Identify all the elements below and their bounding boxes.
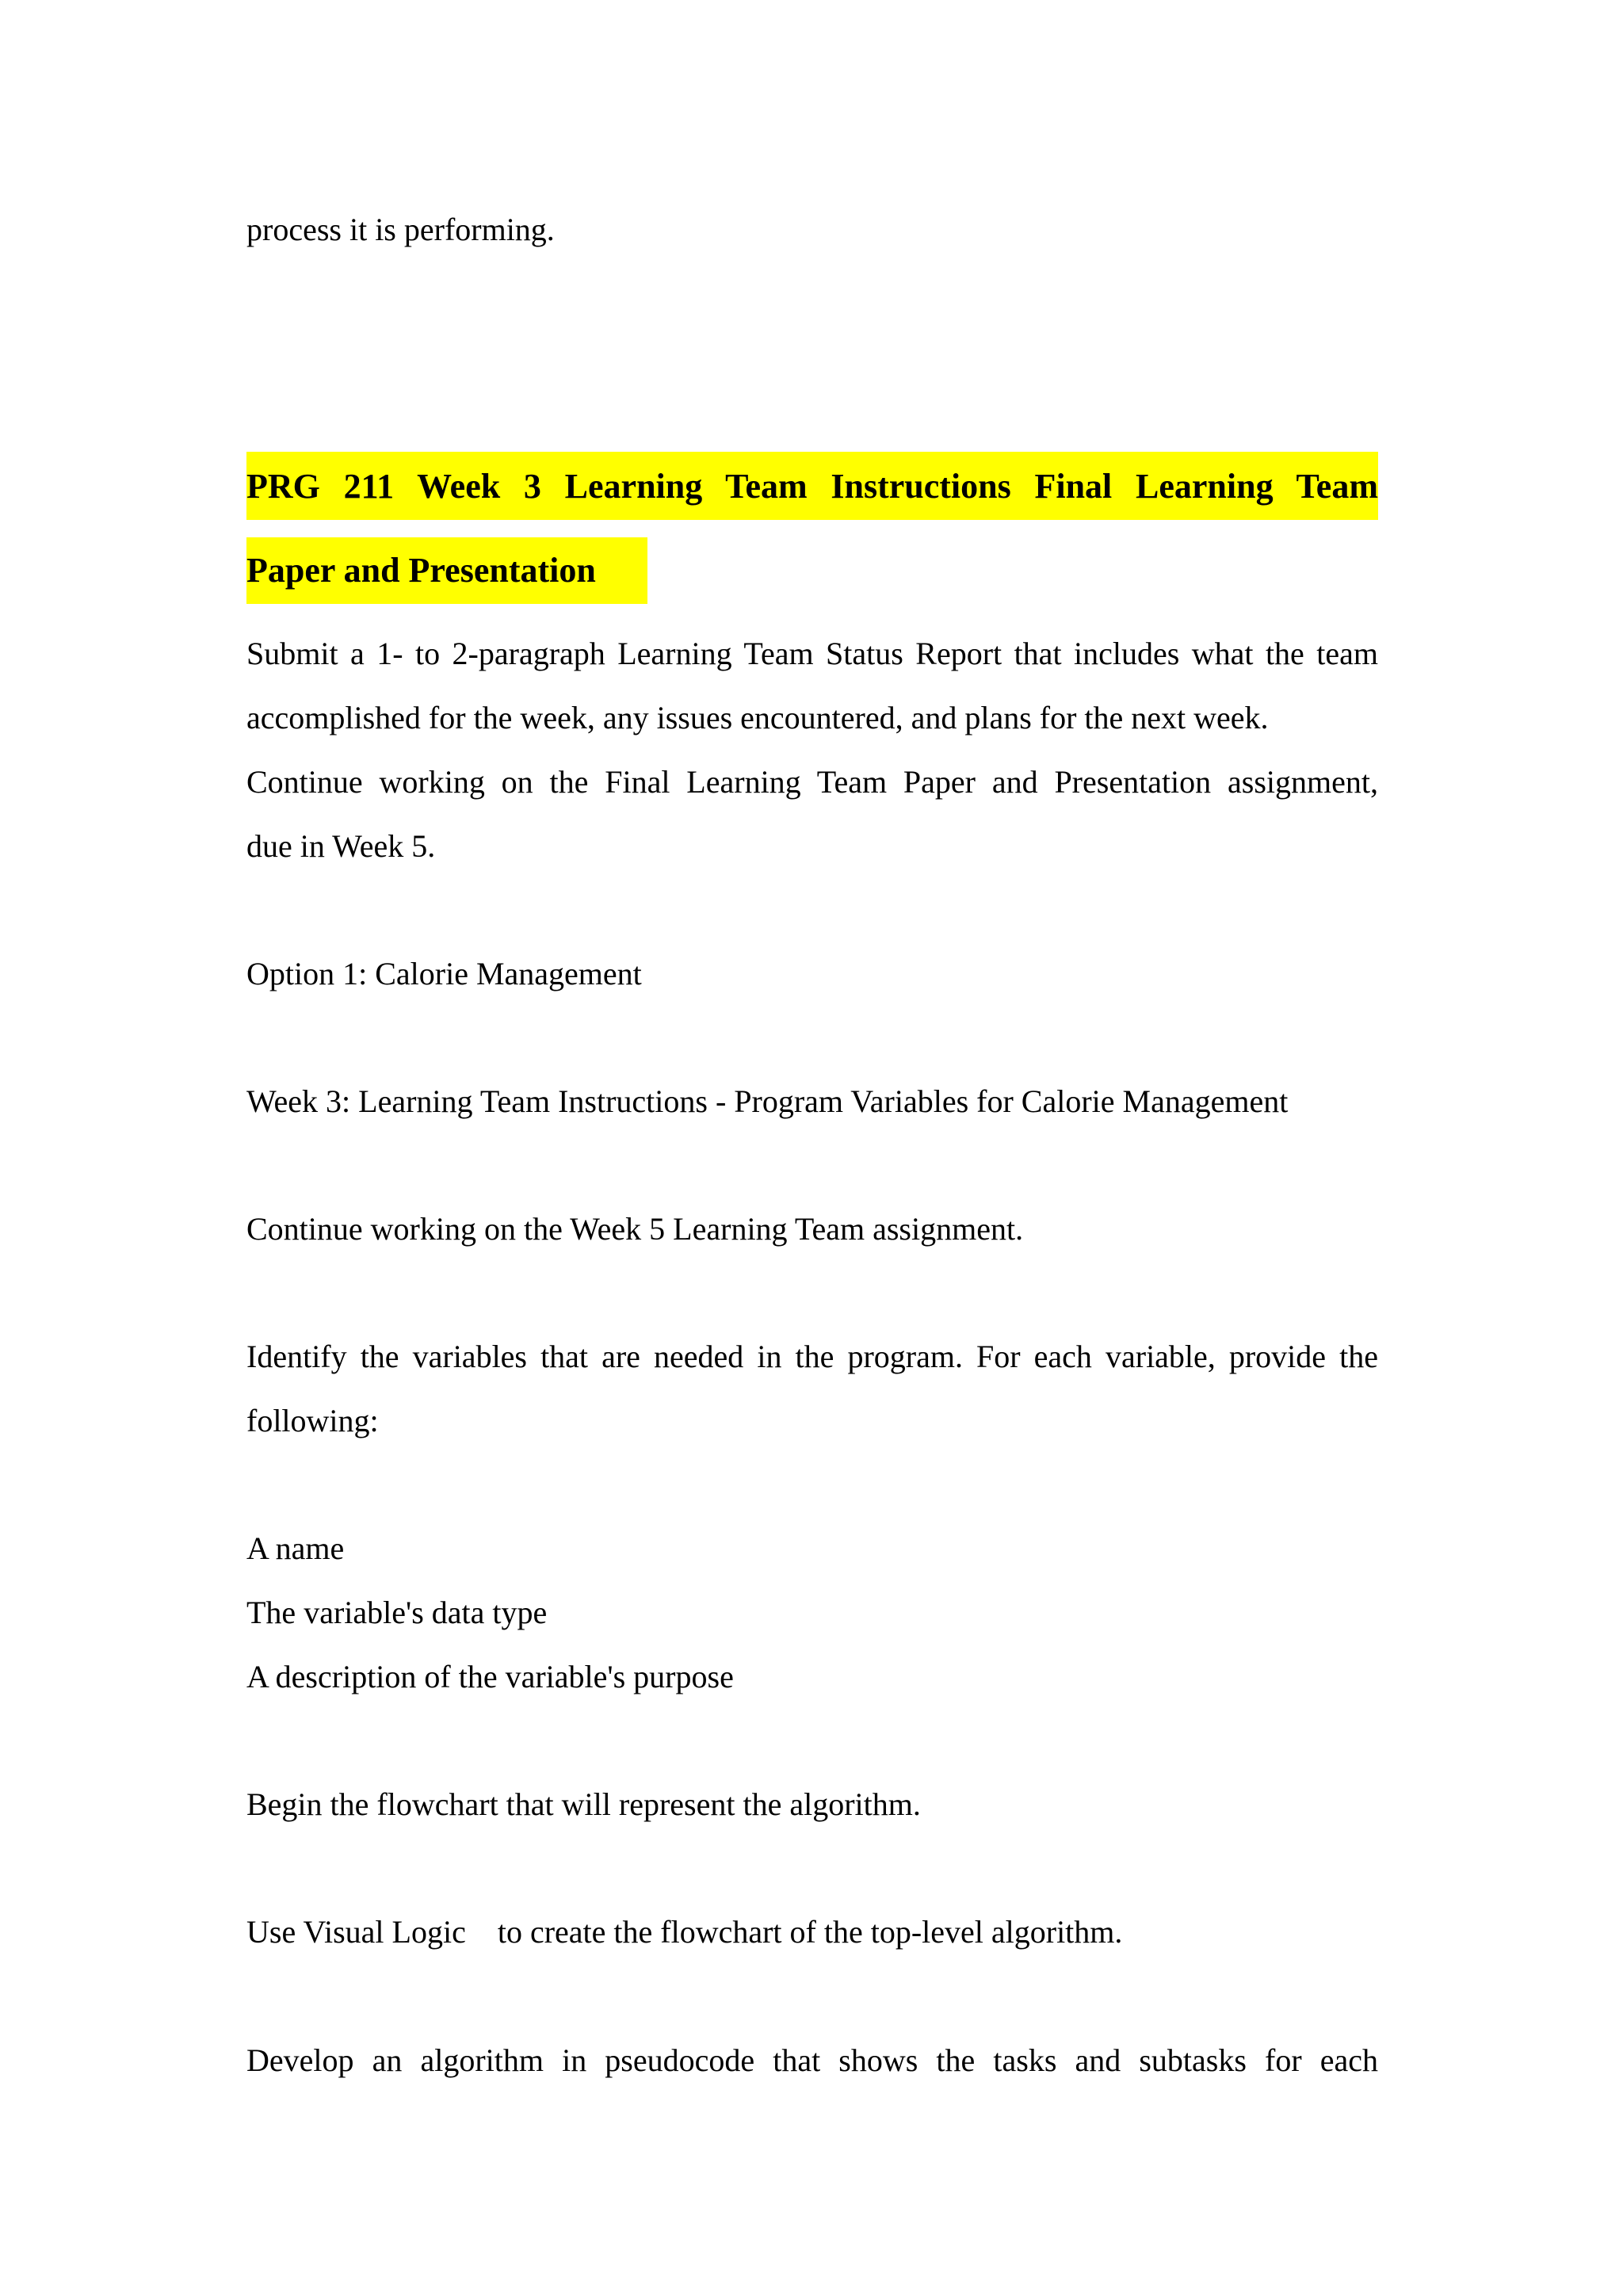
continue-paragraph-line-1: Continue working on the Final Learning Team Paper and Presentation assignment,	[246, 764, 1378, 800]
continue-week5-line: Continue working on the Week 5 Learning Team assignment.	[246, 1211, 1024, 1247]
status-report-paragraph-line-1: Submit a 1- to 2-paragraph Learning Team Status Report that includes what the team	[246, 636, 1378, 671]
use-visual-logic-line	[246, 1913, 1122, 1951]
section-heading-line-1: PRG 211 Week 3 Learning Team Instructions Final Learning Team	[246, 452, 1378, 520]
week3-instructions-title: Week 3: Learning Team Instructions - Program Variables for Calorie Management	[246, 1083, 1289, 1119]
section-heading-line-2: Paper and Presentation	[246, 537, 647, 604]
list-item-data-type: The variable's data type	[246, 1595, 548, 1630]
begin-flowchart-line: Begin the flowchart that will represent the algorithm.	[246, 1786, 921, 1822]
paragraph-continuation: process it is performing.	[246, 212, 555, 247]
option-title: Option 1: Calorie Management	[246, 956, 642, 991]
develop-algorithm-line: Develop an algorithm in pseudocode that shows the tasks and subtasks for each	[246, 2042, 1378, 2078]
continue-paragraph-line-2: due in Week 5.	[246, 828, 436, 864]
list-item-name: A name	[246, 1530, 345, 1566]
use-visual-logic-text: Use Visual Logic	[246, 1914, 466, 1950]
status-report-paragraph-line-2: accomplished for the week, any issues encountered, and plans for the next week.	[246, 700, 1269, 735]
identify-variables-line-2: following:	[246, 1403, 379, 1438]
use-visual-logic-rest: to create the flowchart of the top-level algorithm.	[497, 1914, 1123, 1950]
list-item-description: A description of the variable's purpose	[246, 1659, 734, 1694]
identify-variables-line-1: Identify the variables that are needed in the program. For each variable, provide the	[246, 1339, 1378, 1374]
